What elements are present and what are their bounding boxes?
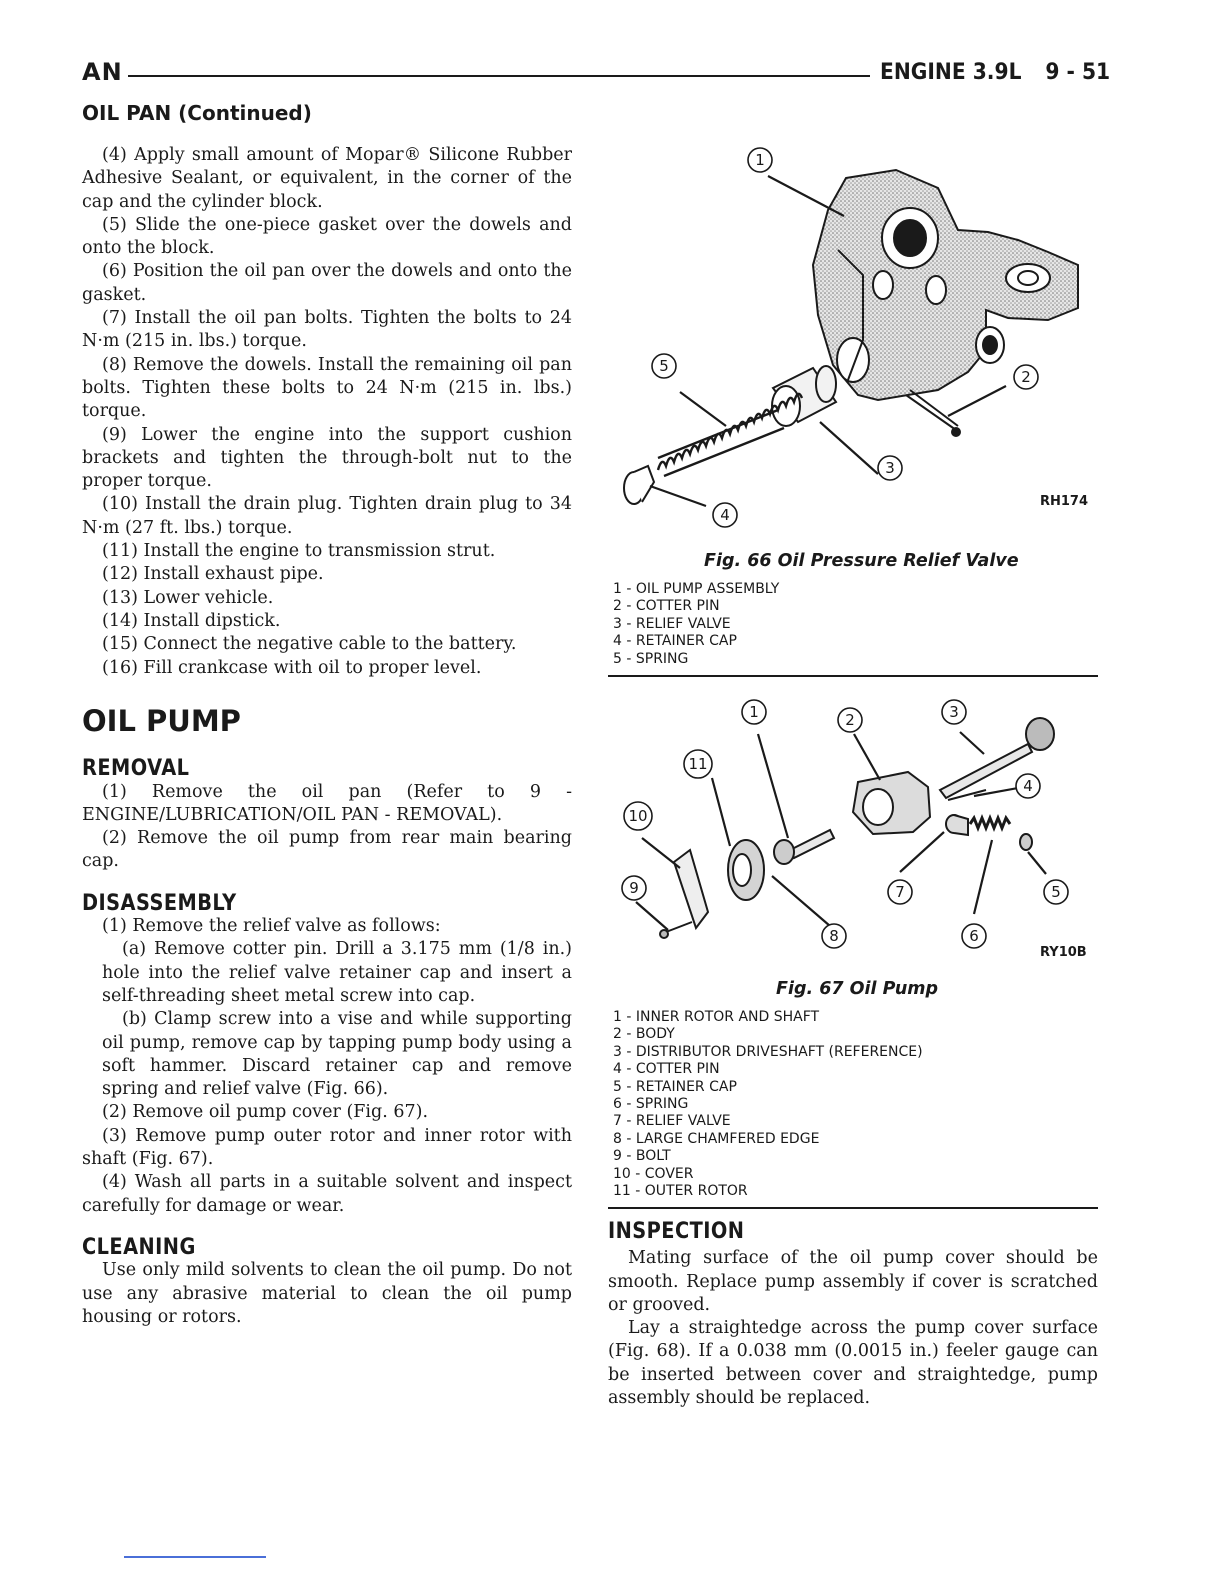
header-section-code: AN	[82, 58, 123, 86]
legend-item: 1 - OIL PUMP ASSEMBLY	[613, 581, 780, 597]
bolt-drawing	[660, 922, 692, 938]
cover-drawing	[674, 850, 708, 928]
header-title-block	[880, 60, 1110, 85]
fig67-callout-7	[888, 880, 912, 904]
fig66-legend	[613, 581, 779, 668]
fig67-callout-6	[962, 924, 986, 948]
disassembly-step: (3) Remove pump outer rotor and inner rotor with shaft (Fig. 67).	[82, 1125, 572, 1170]
fig67-callout-10	[624, 802, 652, 830]
fig67-callout-8	[822, 924, 846, 948]
step-text: (7) Install the oil pan bolts. Tighten the bolts to 24 N·m (215 in. lbs.) torque.	[82, 308, 572, 352]
step-text: (12) Install exhaust pipe.	[102, 564, 324, 585]
svg-text:8: 8	[829, 927, 839, 945]
cleaning-heading: CLEANING	[82, 1234, 196, 1260]
inspection-text: Lay a straightedge across the pump cover surface (Fig. 68). If a 0.038 mm (0.0015 in.) feeler gauge can be inserted between cover and straightedge, pump assembly should be replaced.	[608, 1318, 1098, 1409]
inspection-section	[608, 1220, 1098, 1410]
fig67-callout-2	[838, 708, 862, 732]
oil-pump-heading: OIL PUMP	[82, 704, 241, 738]
disassembly-step: (1) Remove the relief valve as follows:	[102, 916, 441, 937]
spring-drawing	[658, 394, 802, 476]
oil-pump-section	[82, 704, 572, 1329]
fig66-caption: Fig. 66 Oil Pressure Relief Valve	[704, 551, 1019, 571]
fig67-legend	[613, 1009, 923, 1200]
pump-body-drawing	[853, 772, 930, 834]
disassembly-step: (4) Wash all parts in a suitable solvent and inspect carefully for damage or wear.	[82, 1172, 572, 1216]
svg-text:5: 5	[659, 357, 669, 375]
inspection-heading: INSPECTION	[608, 1219, 745, 1244]
legend-item: 8 - LARGE CHAMFERED EDGE	[613, 1130, 820, 1147]
svg-text:7: 7	[895, 883, 905, 901]
removal-heading: REMOVAL	[82, 756, 190, 782]
svg-text:4: 4	[720, 506, 730, 524]
disassembly-substep: (b) Clamp screw into a vise and while supporting oil pump, remove cap by tapping pump body using a soft hammer. Discard retainer cap and remove spring and relief valve (Fig. 66).	[102, 1009, 572, 1100]
fig66-callout-1	[748, 148, 772, 172]
fig67-callout-5	[1044, 880, 1068, 904]
fig67-callout-9	[622, 876, 646, 900]
relief-valve-drawing	[772, 366, 836, 426]
disassembly-heading: DISASSEMBLY	[82, 890, 237, 916]
step-text: (8) Remove the dowels. Install the remaining oil pan bolts. Tighten these bolts to 24 N·m (215 in. lbs.) torque.	[82, 354, 572, 422]
svg-text:2: 2	[1021, 368, 1031, 386]
legend-item: 10 - COVER	[613, 1165, 694, 1182]
legend-item: 2 - COTTER PIN	[613, 598, 720, 615]
removal-step: (1) Remove the oil pan (Refer to 9 - ENGINE/LUBRICATION/OIL PAN - REMOVAL).	[82, 781, 572, 825]
svg-text:9: 9	[629, 879, 639, 897]
legend-item: 5 - SPRING	[613, 650, 689, 667]
step-text: (5) Slide the one-piece gasket over the dowels and onto the block.	[82, 214, 572, 259]
legend-item: 11 - OUTER ROTOR	[613, 1183, 748, 1200]
fig66-divider	[608, 675, 1098, 677]
legend-item: 9 - BOLT	[613, 1148, 671, 1165]
oil-pan-steps	[82, 144, 572, 680]
legend-item: 3 - DISTRIBUTOR DRIVESHAFT (REFERENCE)	[613, 1043, 923, 1060]
page-number: 9 - 51	[1045, 60, 1111, 85]
fig66-callout-5	[652, 354, 676, 378]
header-rule	[128, 75, 870, 77]
svg-text:3: 3	[949, 703, 959, 721]
legend-item: 7 - RELIEF VALVE	[613, 1113, 731, 1130]
fig66-illustration	[608, 140, 1098, 535]
footer-link-rule	[124, 1556, 266, 1558]
retainer-cap-drawing	[624, 466, 654, 504]
step-text: (16) Fill crankcase with oil to proper level.	[102, 657, 482, 678]
legend-item: 2 - BODY	[613, 1026, 675, 1043]
outer-rotor-drawing	[728, 840, 764, 900]
header-title: ENGINE 3.9L	[880, 60, 1022, 85]
disassembly-substep: (a) Remove cotter pin. Drill a 3.175 mm (1/8 in.) hole into the relief valve retainer cap and insert a self-threading sheet metal screw into cap.	[102, 939, 572, 1006]
svg-text:1: 1	[755, 151, 765, 169]
inspection-text: Mating surface of the oil pump cover should be smooth. Replace pump assembly if cover is scratched or grooved.	[608, 1248, 1098, 1315]
svg-text:6: 6	[969, 927, 979, 945]
step-text: (14) Install dipstick.	[102, 610, 281, 631]
fig67-illustration	[608, 692, 1098, 967]
fig66-code: RH174	[1040, 494, 1089, 509]
oil-pan-continued-heading: OIL PAN (Continued)	[82, 101, 312, 125]
legend-item: 4 - RETAINER CAP	[613, 633, 737, 650]
fig67-caption: Fig. 67 Oil Pump	[776, 979, 939, 999]
cleaning-text: Use only mild solvents to clean the oil pump. Do not use any abrasive material to clean the oil pump housing or rotors.	[82, 1260, 572, 1327]
fig67-callout-4	[1016, 774, 1040, 798]
legend-item: 3 - RELIEF VALVE	[613, 615, 731, 632]
svg-text:4: 4	[1023, 777, 1033, 795]
fig67-callout-3	[942, 700, 966, 724]
legend-item: 6 - SPRING	[613, 1096, 689, 1113]
svg-text:10: 10	[628, 807, 648, 825]
legend-item: 4 - COTTER PIN	[613, 1061, 720, 1078]
svg-text:1: 1	[749, 703, 759, 721]
fig67-divider	[608, 1207, 1098, 1209]
step-text: (6) Position the oil pan over the dowels and onto the gasket.	[82, 261, 572, 305]
step-text: (9) Lower the engine into the support cushion brackets and tighten the through-bolt nut to the proper torque.	[82, 424, 572, 492]
fig66-callout-2	[1014, 365, 1038, 389]
svg-text:3: 3	[885, 459, 895, 477]
step-text: (15) Connect the negative cable to the battery.	[102, 634, 517, 655]
removal-step: (2) Remove the oil pump from rear main bearing cap.	[82, 828, 572, 872]
inner-rotor-drawing	[774, 830, 834, 864]
svg-text:11: 11	[688, 755, 708, 773]
fig67-callout-11	[684, 750, 712, 778]
relief-valve-drawing	[946, 815, 968, 835]
fig67-callout-1	[742, 700, 766, 724]
fig67-code: RY10B	[1040, 945, 1087, 960]
fig66-callout-3	[878, 456, 902, 480]
step-text: (11) Install the engine to transmission strut.	[102, 541, 496, 562]
step-text: (13) Lower vehicle.	[102, 587, 274, 608]
svg-text:2: 2	[845, 711, 855, 729]
step-text: (4) Apply small amount of Mopar® Silicone Rubber Adhesive Sealant, or equivalent, in the corner of the cap and the cylinder block.	[82, 145, 572, 212]
svg-text:5: 5	[1051, 883, 1061, 901]
oil-pump-body-drawing	[813, 170, 1078, 400]
spring-drawing	[970, 818, 1010, 828]
legend-item: 1 - INNER ROTOR AND SHAFT	[613, 1009, 820, 1025]
legend-item: 5 - RETAINER CAP	[613, 1078, 737, 1095]
fig66-callout-4	[713, 503, 737, 527]
disassembly-step: (2) Remove oil pump cover (Fig. 67).	[102, 1102, 429, 1123]
step-text: (10) Install the drain plug. Tighten drain plug to 34 N·m (27 ft. lbs.) torque.	[82, 494, 572, 538]
retainer-cap-drawing	[1020, 834, 1032, 850]
